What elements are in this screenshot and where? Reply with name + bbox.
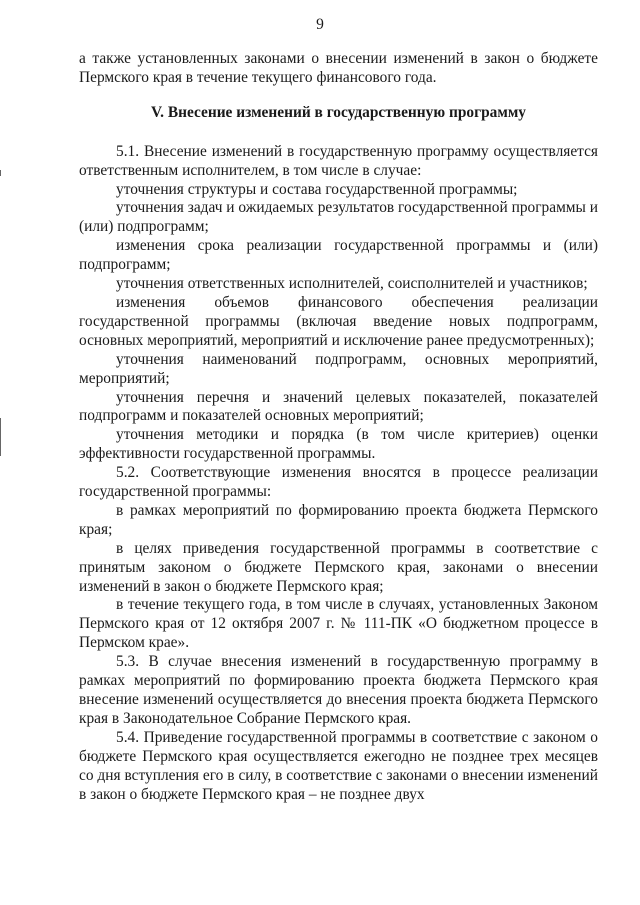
list-item: уточнения структуры и состава государственной программы; (116, 180, 518, 198)
list-item: уточнения ответственных исполнителей, соисполнителей и участников; (116, 275, 588, 293)
paragraph-5-3: 5.3. В случае внесения изменений в государственную программу в рамках мероприятий по формированию проекта бюджета Пермского края внесение изменений осуществляется до внесения проекта бюджета Пермского края в Законодательное Собрание Пермского края. (79, 653, 598, 727)
page-number: 9 (316, 16, 324, 33)
list-item: уточнения методики и порядка (в том числе критериев) оценки эффективности государственной программы. (79, 426, 598, 463)
paragraph-continuation: а также установленных законами о внесении изменений в закон о бюджете Пермского края в течение текущего финансового года. (79, 50, 598, 86)
list-item: уточнения перечня и значений целевых показателей, показателей подпрограмм и показателей основных мероприятий; (79, 388, 598, 425)
list-item: уточнения наименований подпрограмм, основных мероприятий, мероприятий; (79, 350, 598, 387)
list-item: в рамках мероприятий по формированию проекта бюджета Пермского края; (79, 501, 598, 538)
list-item: уточнения задач и ожидаемых результатов государственной программы и (или) подпрограмм; (79, 199, 598, 236)
list-item: изменения срока реализации государственной программы и (или) подпрограмм; (79, 237, 598, 274)
list-item: изменения объемов финансового обеспечения реализации государственной программы (включая введение новых подпрограмм, основных мероприятий, мероприятий и исключение ранее предусмотренных); (79, 293, 598, 349)
paragraph-5-2: 5.2. Соответствующие изменения вносятся в процессе реализации государственной программы: (79, 464, 598, 501)
scan-margin-mark (0, 418, 1, 456)
scan-margin-mark (0, 170, 1, 176)
list-item: в течение текущего года, в том числе в случаях, установленных Законом Пермского края от 12 октября 2007 г. № 111-ПК «О бюджетном процессе в Пермском крае». (79, 596, 598, 652)
list-item: в целях приведения государственной программы в соответствие с принятым законом о бюджете Пермского края, законами о внесении изменений в закон о бюджете Пермского края; (79, 539, 598, 595)
document-body (79, 50, 598, 804)
paragraph-5-4: 5.4. Приведение государственной программы в соответствие с законом о бюджете Пермского края осуществляется ежегодно не позднее трех месяцев со дня вступления его в силу, в соответствие с законами о внесении изменений в закон о бюджете Пермского края – не позднее двух (79, 728, 598, 803)
paragraph-5-1: 5.1. Внесение изменений в государственную программу осуществляется ответственным исполнителем, в том числе в случае: (79, 142, 598, 179)
section-heading: V. Внесение изменений в государственную программу (151, 103, 526, 121)
